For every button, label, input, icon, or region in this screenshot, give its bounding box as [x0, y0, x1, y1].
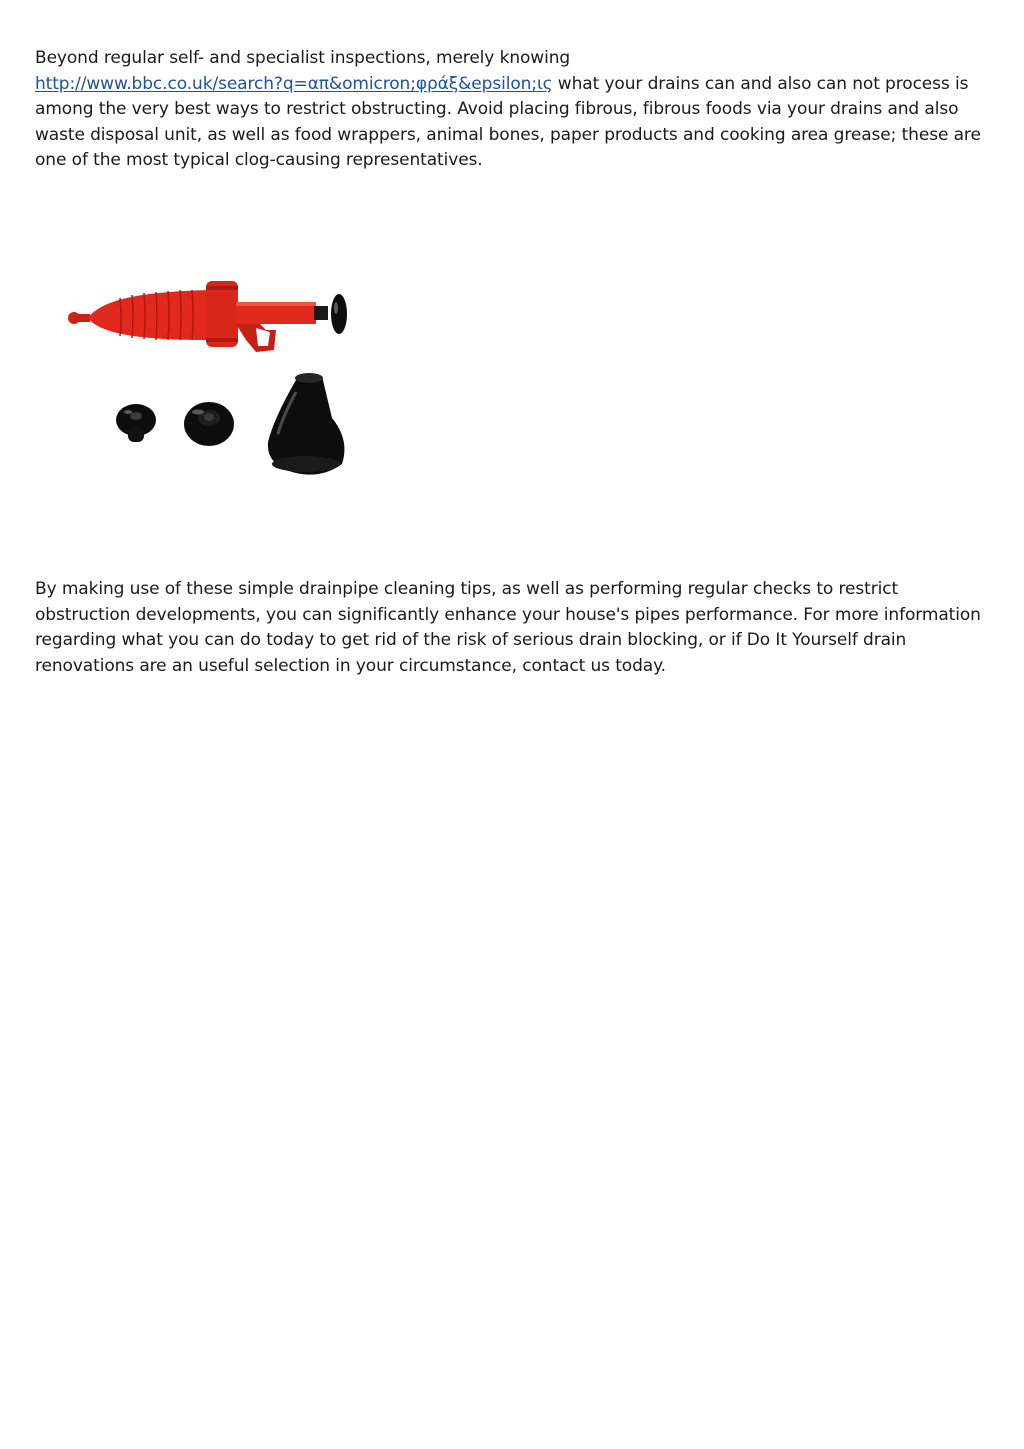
- paragraph-lead-text: Beyond regular self- and specialist inspections, merely knowing: [35, 48, 571, 68]
- large-funnel-adapter: [268, 373, 345, 475]
- small-adapter: [116, 404, 156, 442]
- paragraph-continuation-text: what your drains can and also can not process is among the very best ways to restrict obstructing. Avoid placing fibrous, fibrous foods via your drains and also waste disposal unit, as well as food wrappers, animal bones, paper products and cooking area grease; these are one of the most typical clog-causing representatives.: [35, 73, 981, 171]
- bbc-search-link[interactable]: http://www.bbc.co.uk/search?q=απ&omicron;φράξ&epsilon;ις: [35, 73, 553, 94]
- paragraph-inspections: [35, 46, 990, 174]
- plunger-pump: [68, 281, 347, 352]
- drain-plunger-kit-image: [60, 268, 370, 488]
- medium-adapter: [184, 402, 234, 446]
- paragraph-cleaning-tips: By making use of these simple drainpipe cleaning tips, as well as performing regular checks to restrict obstruction developments, you can significantly enhance your house's pipes performance. For more information regarding what you can do today to get rid of the risk of serious drain blocking, or if Do It Yourself drain renovations are an useful selection in your circumstance, contact us today.: [35, 579, 981, 676]
